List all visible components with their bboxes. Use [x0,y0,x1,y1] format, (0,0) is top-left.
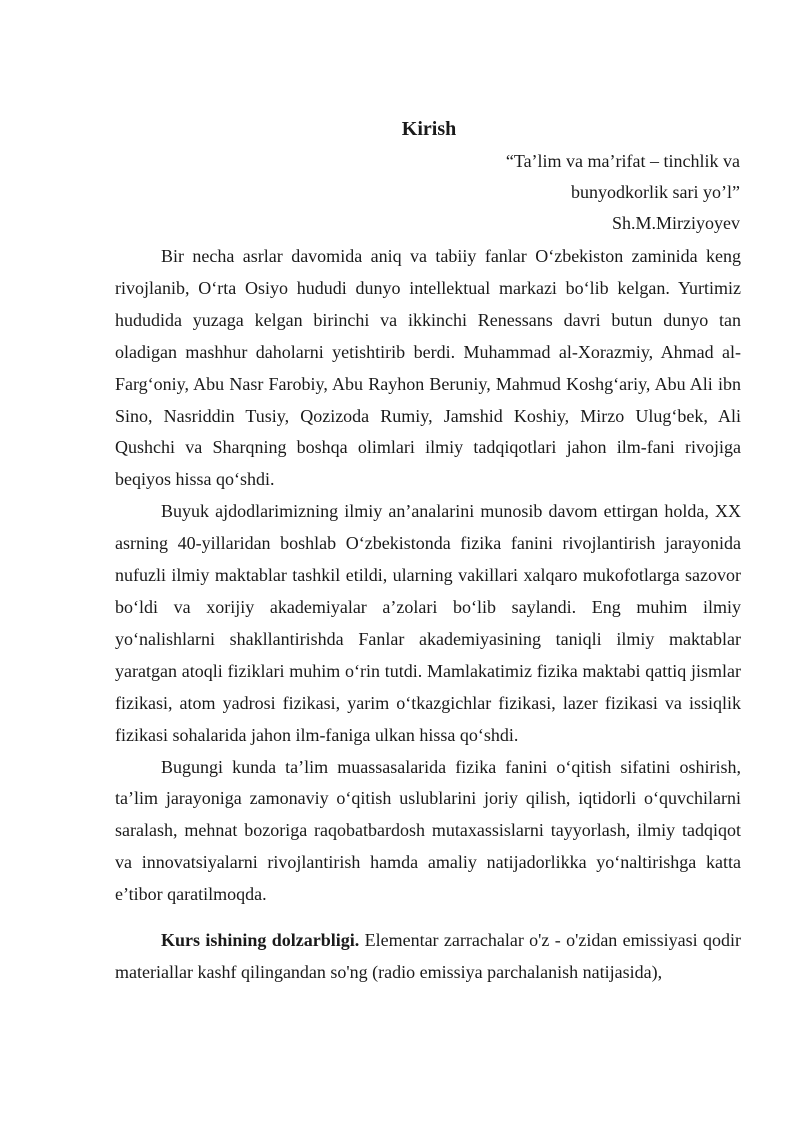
epigraph-author: Sh.M.Mirziyoyev [612,213,740,233]
relevance-text: Elementar zarrachalar o'z - o'zidan emissiyasi qodir materiallar kashf qilingandan so'ng (radio emissiya parchalanish natijasida), [115,930,741,982]
paragraph-2: Buyuk ajdodlarimizning ilmiy an’analarini munosib davom ettirgan holda, XX asrning 40-yillaridan boshlab O‘zbekistonda fizika fanini rivojlantirish jarayonida nufuzli ilmiy maktablar tashkil etildi, ularning vakillari xalqaro mukofotlarga sazovor bo‘ldi va xorijiy akademiyalar a’zolari bo‘lib saylandi. Eng muhim ilmiy yo‘nalishlarni shakllantirishda Fanlar akademiyasining taniqli ilmiy maktablar yaratgan atoqli fiziklari muhim o‘rin tutdi. Mamlakatimiz fizika maktabi qattiq jismlar fizikasi, atom yadrosi fizikasi, yarim o‘tkazgichlar fizikasi, lazer fizikasi va issiqlik fizikasi sohalarida jahon ilm-faniga ulkan hissa qo‘shdi. [115,501,741,745]
page-title: Kirish [401,118,457,140]
relevance-paragraph [115,925,741,989]
relevance-heading: Kurs ishining dolzarbligi. [161,930,360,951]
epigraph-line-2: bunyodkorlik sari yo’l” [571,182,740,202]
paragraph-1: Bir necha asrlar davomida aniq va tabiiy fanlar O‘zbekiston zaminida keng rivojlanib, O‘rta Osiyo hududi dunyo intellektual markazi bo‘lib kelgan. Yurtimiz hududida yuzaga kelgan birinchi va ikkinchi Renessans davri butun dunyo tan oladigan mashhur daholarni yetishtirib berdi. Muhammad al-Xorazmiy, Ahmad al-Farg‘oniy, Abu Nasr Farobiy, Abu Rayhon Beruniy, Mahmud Koshg‘ariy, Abu Ali ibn Sino, Nasriddin Tusiy, Qozizoda Rumiy, Jamshid Koshiy, Mirzo Ulug‘bek, Ali Qushchi va Sharqning boshqa olimlari ilmiy tadqiqotlari jahon ilm-fani rivojiga beqiyos hissa qo‘shdi. [115,246,741,490]
epigraph-line-1: “Ta’lim va ma’rifat – tinchlik va [505,151,740,171]
paragraph-3: Bugungi kunda ta’lim muassasalarida fizika fanini o‘qitish sifatini oshirish, ta’lim jarayoniga zamonaviy o‘qitish uslublarini joriy qilish, iqtidorli o‘quvchilarni saralash, mehnat bozoriga raqobatbardosh mutaxassislarni tayyorlash, ilmiy tadqiqot va innovatsiyalarni rivojlantirish hamda amaliy natijadorlikka yo‘naltirishga katta e’tibor qaratilmoqda. [115,756,741,905]
body-text [115,241,741,989]
epigraph [506,146,740,239]
